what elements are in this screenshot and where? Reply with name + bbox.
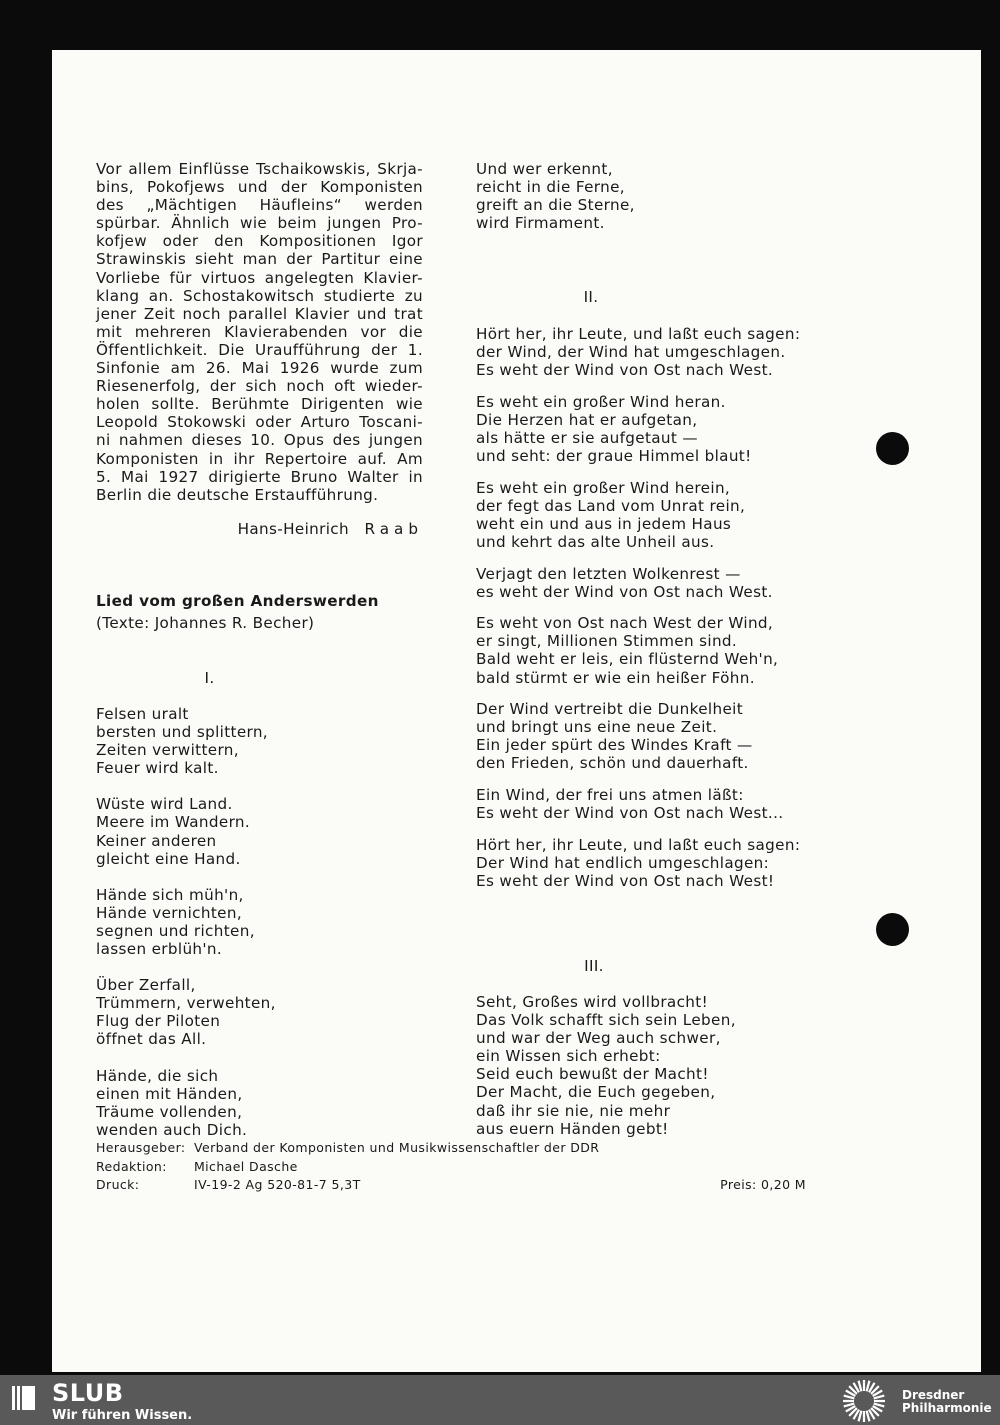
poem-title: Lied vom großen Anderswerden <box>96 592 379 610</box>
editor-value: Michael Dasche <box>194 1158 298 1174</box>
footer-bar <box>0 1375 1000 1425</box>
price: Preis: 0,20 M <box>720 1177 806 1192</box>
text-line: Felsen uralt <box>96 705 189 723</box>
logo-ray <box>844 1396 855 1399</box>
stanza <box>96 1067 423 1139</box>
stanza <box>476 393 836 465</box>
logo-ray <box>874 1404 885 1407</box>
text-line: Sinfonie am 26. Mai 1926 wurde zum <box>96 359 423 378</box>
imprint <box>96 1139 806 1195</box>
poem-credit: (Texte: Johannes R. Becher) <box>96 614 315 632</box>
text-line: Bald weht er leis, ein flüsternd Weh'n, <box>476 650 779 669</box>
slub-logo-icon[interactable] <box>12 1382 36 1412</box>
stanza <box>96 795 423 867</box>
author-signature: Hans-Heinrich Raab <box>237 520 423 538</box>
stanza <box>476 614 836 686</box>
text-line: Es weht ein großer Wind heran. <box>476 392 726 411</box>
text-line: lassen erblüh'n. <box>96 940 223 959</box>
text-line: bins, Pokofjews und der Komponisten <box>96 178 423 197</box>
text-line: wenden auch Dich. <box>96 1120 248 1139</box>
text-line: Ein jeder spürt des Windes Kraft — <box>476 736 753 755</box>
text-line: mit mehreren Klavierabenden vor die <box>96 322 423 341</box>
text-line: ni nahmen dieses 10. Opus des jungen <box>96 431 423 450</box>
text-line: Ein Wind, der frei uns atmen läßt: <box>476 785 744 804</box>
part-one-stanzas <box>96 705 423 1139</box>
text-line: Flug der Piloten <box>96 1012 221 1031</box>
stanza <box>476 479 836 551</box>
part-one-continuation <box>476 160 836 232</box>
logo-ray <box>867 1411 870 1422</box>
part-three-label: III. <box>584 957 604 975</box>
logo-ray <box>859 1411 862 1422</box>
text-line: Es weht der Wind von Ost nach West. <box>476 361 774 380</box>
stanza <box>96 705 423 777</box>
part-one-label: I. <box>204 669 215 687</box>
philharmonie-logo-icon[interactable] <box>842 1379 886 1423</box>
text-line: Verjagt den letzten Wolkenrest — <box>476 564 741 583</box>
text-line: gleicht eine Hand. <box>96 849 241 868</box>
text-line: als hätte er sie aufgetaut — <box>476 428 698 447</box>
text-line: der Wind, der Wind hat umgeschlagen. <box>476 343 786 362</box>
part-two-stanzas <box>476 325 836 890</box>
print-label: Druck: <box>96 1177 140 1192</box>
text-line: Seht, Großes wird vollbracht! <box>476 993 709 1011</box>
text-line: und kehrt das alte Unheil aus. <box>476 532 715 551</box>
text-line: bald stürmt er wie ein heißer Föhn. <box>476 668 755 687</box>
text-line: Hört her, ihr Leute, und laßt euch sagen: <box>476 835 801 854</box>
text-line: Der Wind hat endlich umgeschlagen: <box>476 853 770 872</box>
partner-name <box>902 1389 992 1415</box>
partner-line-2: Philharmonie <box>902 1401 992 1415</box>
essay-paragraph <box>96 160 423 504</box>
text-line: Der Macht, die Euch gegeben, <box>476 1083 716 1102</box>
text-line: Über Zerfall, <box>96 976 196 995</box>
text-line: holen sollte. Berühmte Dirigenten wie <box>96 395 423 414</box>
text-line: Leopold Stokowski oder Arturo Toscani- <box>96 413 423 432</box>
punch-hole <box>876 913 909 946</box>
text-line: Träume vollenden, <box>96 1102 243 1121</box>
stanza <box>476 325 836 379</box>
logo-ray <box>859 1381 862 1392</box>
library-name[interactable]: SLUB <box>52 1379 124 1407</box>
stanza <box>476 836 836 890</box>
text-line: einen mit Händen, <box>96 1084 243 1103</box>
text-line: Und wer erkennt, <box>476 160 613 178</box>
logo-ray <box>844 1404 855 1407</box>
text-line: Meere im Wandern. <box>96 813 251 832</box>
text-line: Hände vernichten, <box>96 903 242 922</box>
text-line: Es weht von Ost nach West der Wind, <box>476 614 774 633</box>
text-line: Hände sich müh'n, <box>96 885 244 904</box>
text-line: daß ihr sie nie, nie mehr <box>476 1101 671 1120</box>
text-line: spürbar. Ähnlich wie beim jungen Pro- <box>96 214 423 233</box>
text-line: jener Zeit noch parallel Klavier und trat <box>96 304 423 323</box>
publisher-label: Herausgeber: <box>96 1140 186 1155</box>
text-line: klang an. Schostakowitsch studierte zu <box>96 286 423 305</box>
text-line: Die Herzen hat er aufgetan, <box>476 410 698 429</box>
text-line: Der Wind vertreibt die Dunkelheit <box>476 700 744 719</box>
text-line: aus euern Händen gebt! <box>476 1119 669 1138</box>
text-line: Öffentlichkeit. Die Uraufführung der 1. <box>96 340 423 359</box>
stanza <box>96 976 423 1048</box>
library-claim: Wir führen Wissen. <box>52 1408 193 1423</box>
text-line: Komponisten in ihr Repertoire auf. Am <box>96 449 423 468</box>
text-line: er singt, Millionen Stimmen sind. <box>476 632 738 651</box>
text-line: Wüste wird Land. <box>96 795 233 814</box>
logo-ray <box>867 1381 870 1392</box>
text-line: Es weht ein großer Wind herein, <box>476 478 731 497</box>
text-line: und seht: der graue Himmel blaut! <box>476 447 752 466</box>
text-line: Das Volk schafft sich sein Leben, <box>476 1011 736 1030</box>
text-line: wird Firmament. <box>476 214 605 233</box>
text-line: und bringt uns eine neue Zeit. <box>476 718 718 737</box>
text-line: den Frieden, schön und dauerhaft. <box>476 754 749 773</box>
punch-hole <box>876 432 909 465</box>
text-line: öffnet das All. <box>96 1030 207 1049</box>
text-line: Zeiten verwittern, <box>96 741 239 760</box>
part-two-label: II. <box>583 288 599 306</box>
text-line: Es weht der Wind von Ost nach West... <box>476 804 784 823</box>
print-code: IV-19-2 Ag 520-81-7 5,3T <box>194 1177 361 1192</box>
text-line: des „Mächtigen Häufleins“ werden <box>96 196 423 215</box>
part-three-stanza <box>476 993 836 1138</box>
text-line: Keiner anderen <box>96 831 217 850</box>
text-line: Vorliebe für virtuos angelegten Klavier- <box>96 268 423 287</box>
editor-label: Redaktion: <box>96 1158 167 1174</box>
stanza <box>476 786 836 822</box>
text-line: Seid euch bewußt der Macht! <box>476 1065 709 1084</box>
text-line: Es weht der Wind von Ost nach West! <box>476 871 775 890</box>
text-line: Hört her, ihr Leute, und laßt euch sagen: <box>476 325 801 343</box>
stanza <box>476 565 836 601</box>
stanza <box>96 886 423 958</box>
text-line: Strawinskis sieht man der Partitur eine <box>96 250 423 269</box>
publisher-value: Verband der Komponisten und Musikwissenschaftler der DDR <box>194 1140 600 1155</box>
text-line: segnen und richten, <box>96 921 255 940</box>
text-line: ein Wissen sich erhebt: <box>476 1047 661 1066</box>
text-line: Riesenerfolg, der sich noch oft wieder- <box>96 377 423 396</box>
text-line: und war der Weg auch schwer, <box>476 1029 721 1048</box>
text-line: Hände, die sich <box>96 1066 219 1085</box>
logo-ray <box>874 1396 885 1399</box>
text-line: Berlin die deutsche Erstaufführung. <box>96 485 379 504</box>
text-line: reicht in die Ferne, <box>476 178 625 197</box>
text-line: greift an die Sterne, <box>476 196 635 215</box>
text-line: es weht der Wind von Ost nach West. <box>476 582 773 601</box>
partner-line-1: Dresdner <box>902 1388 965 1402</box>
stanza <box>476 700 836 772</box>
text-line: weht ein und aus in jedem Haus <box>476 514 732 533</box>
text-line: Trümmern, verwehten, <box>96 994 276 1013</box>
text-line: der fegt das Land vom Unrat rein, <box>476 496 746 515</box>
text-line: kofjew oder den Kompositionen Igor <box>96 232 423 251</box>
text-line: Vor allem Einflüsse Tschaikowskis, Skrja- <box>96 160 423 178</box>
text-line: Feuer wird kalt. <box>96 759 219 778</box>
text-line: 5. Mai 1927 dirigierte Bruno Walter in <box>96 467 423 486</box>
text-line: bersten und splittern, <box>96 723 268 742</box>
